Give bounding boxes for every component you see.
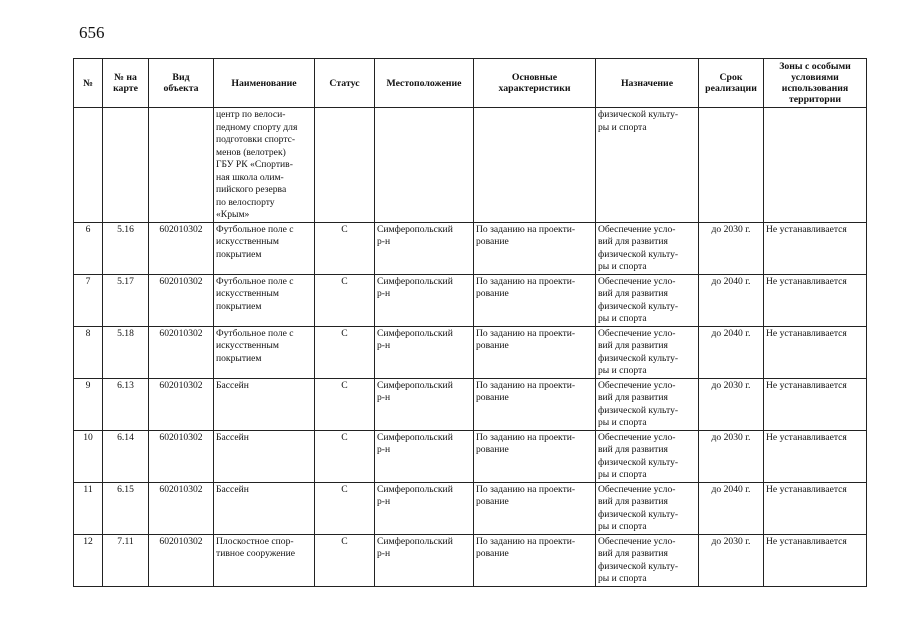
cell-empty (764, 108, 867, 223)
cell-location: Симферопольский р-н (375, 326, 474, 378)
cell-object-type: 602010302 (149, 534, 214, 586)
col-header-map-number: № на карте (103, 59, 149, 108)
cell-zones: Не устанавливается (764, 534, 867, 586)
cell-term: до 2030 г. (699, 534, 764, 586)
cell-object-type: 602010302 (149, 222, 214, 274)
cell-status: С (315, 326, 375, 378)
cell-map-number: 5.17 (103, 274, 149, 326)
cell-purpose: Обеспечение усло- вий для развития физической культу- ры и спорта (596, 274, 699, 326)
cell-map-number: 5.18 (103, 326, 149, 378)
cell-term: до 2030 г. (699, 378, 764, 430)
cell-zones: Не устанавливается (764, 430, 867, 482)
cell-status: С (315, 274, 375, 326)
cell-name: Бассейн (214, 378, 315, 430)
cell-status: С (315, 378, 375, 430)
cell-map-number: 6.13 (103, 378, 149, 430)
cell-number: 8 (74, 326, 103, 378)
cell-zones: Не устанавливается (764, 222, 867, 274)
cell-zones: Не устанавливается (764, 482, 867, 534)
cell-object-type: 602010302 (149, 378, 214, 430)
page-number: 656 (79, 23, 105, 42)
cell-status: С (315, 482, 375, 534)
cell-object-type: 602010302 (149, 274, 214, 326)
cell-zones: Не устанавливается (764, 378, 867, 430)
cell-characteristics: По заданию на проекти- рование (474, 534, 596, 586)
cell-location: Симферопольский р-н (375, 482, 474, 534)
cell-location: Симферопольский р-н (375, 534, 474, 586)
cell-status: С (315, 222, 375, 274)
cell-name: Футбольное поле с искусственным покрытием (214, 222, 315, 274)
cell-empty (74, 108, 103, 223)
cell-name: Бассейн (214, 430, 315, 482)
cell-characteristics: По заданию на проекти- рование (474, 326, 596, 378)
table-row (74, 430, 867, 482)
cell-empty (103, 108, 149, 223)
cell-zones: Не устанавливается (764, 326, 867, 378)
cell-location: Симферопольский р-н (375, 430, 474, 482)
cell-term: до 2030 г. (699, 430, 764, 482)
cell-status: С (315, 534, 375, 586)
col-header-purpose: Назначение (596, 59, 699, 108)
cell-empty (315, 108, 375, 223)
cell-characteristics: По заданию на проекти- рование (474, 482, 596, 534)
cell-characteristics: По заданию на проекти- рование (474, 378, 596, 430)
cell-number: 12 (74, 534, 103, 586)
cell-zones: Не устанавливается (764, 274, 867, 326)
table-row (74, 482, 867, 534)
cell-purpose: физической культу- ры и спорта (596, 108, 699, 223)
cell-characteristics: По заданию на проекти- рование (474, 222, 596, 274)
cell-object-type: 602010302 (149, 430, 214, 482)
table-row (74, 222, 867, 274)
cell-status: С (315, 430, 375, 482)
cell-purpose: Обеспечение усло- вий для развития физической культу- ры и спорта (596, 222, 699, 274)
cell-purpose: Обеспечение усло- вий для развития физической культу- ры и спорта (596, 534, 699, 586)
col-header-term: Срок реализации (699, 59, 764, 108)
cell-location: Симферопольский р-н (375, 378, 474, 430)
header-row (74, 59, 867, 108)
cell-number: 11 (74, 482, 103, 534)
cell-characteristics: По заданию на проекти- рование (474, 274, 596, 326)
cell-number: 10 (74, 430, 103, 482)
cell-characteristics: По заданию на проекти- рование (474, 430, 596, 482)
cell-name: Футбольное поле с искусственным покрытием (214, 326, 315, 378)
cell-purpose: Обеспечение усло- вий для развития физической культу- ры и спорта (596, 378, 699, 430)
cell-empty (699, 108, 764, 223)
cell-location: Симферопольский р-н (375, 222, 474, 274)
table-row (74, 534, 867, 586)
cell-term: до 2030 г. (699, 222, 764, 274)
cell-number: 6 (74, 222, 103, 274)
col-header-status: Статус (315, 59, 375, 108)
cell-name: Футбольное поле с искусственным покрытием (214, 274, 315, 326)
cell-name: Бассейн (214, 482, 315, 534)
cell-map-number: 6.14 (103, 430, 149, 482)
cell-purpose: Обеспечение усло- вий для развития физической культу- ры и спорта (596, 326, 699, 378)
cell-number: 7 (74, 274, 103, 326)
cell-location: Симферопольский р-н (375, 274, 474, 326)
objects-table (73, 58, 867, 587)
col-header-location: Местоположение (375, 59, 474, 108)
col-header-number: № (74, 59, 103, 108)
table-row (74, 378, 867, 430)
cell-term: до 2040 г. (699, 482, 764, 534)
cell-map-number: 6.15 (103, 482, 149, 534)
cell-map-number: 5.16 (103, 222, 149, 274)
cell-empty (375, 108, 474, 223)
col-header-zones: Зоны с особыми условиями использования территории (764, 59, 867, 108)
table-row (74, 326, 867, 378)
cell-object-type: 602010302 (149, 326, 214, 378)
cell-empty (474, 108, 596, 223)
cell-name: Плоскостное спор- тивное сооружение (214, 534, 315, 586)
continuation-row (74, 108, 867, 223)
cell-purpose: Обеспечение усло- вий для развития физической культу- ры и спорта (596, 430, 699, 482)
col-header-object-type: Вид объекта (149, 59, 214, 108)
cell-term: до 2040 г. (699, 274, 764, 326)
table-row (74, 274, 867, 326)
cell-purpose: Обеспечение усло- вий для развития физической культу- ры и спорта (596, 482, 699, 534)
col-header-name: Наименование (214, 59, 315, 108)
cell-term: до 2040 г. (699, 326, 764, 378)
cell-map-number: 7.11 (103, 534, 149, 586)
cell-number: 9 (74, 378, 103, 430)
cell-name: центр по велоси- педному спорту для подготовки спортс- менов (велотрек) ГБУ РК «Спортив- ная школа олим- пийского резерва по велоспорту «Крым» (214, 108, 315, 223)
cell-object-type: 602010302 (149, 482, 214, 534)
cell-empty (149, 108, 214, 223)
col-header-characteristics: Основные характеристики (474, 59, 596, 108)
